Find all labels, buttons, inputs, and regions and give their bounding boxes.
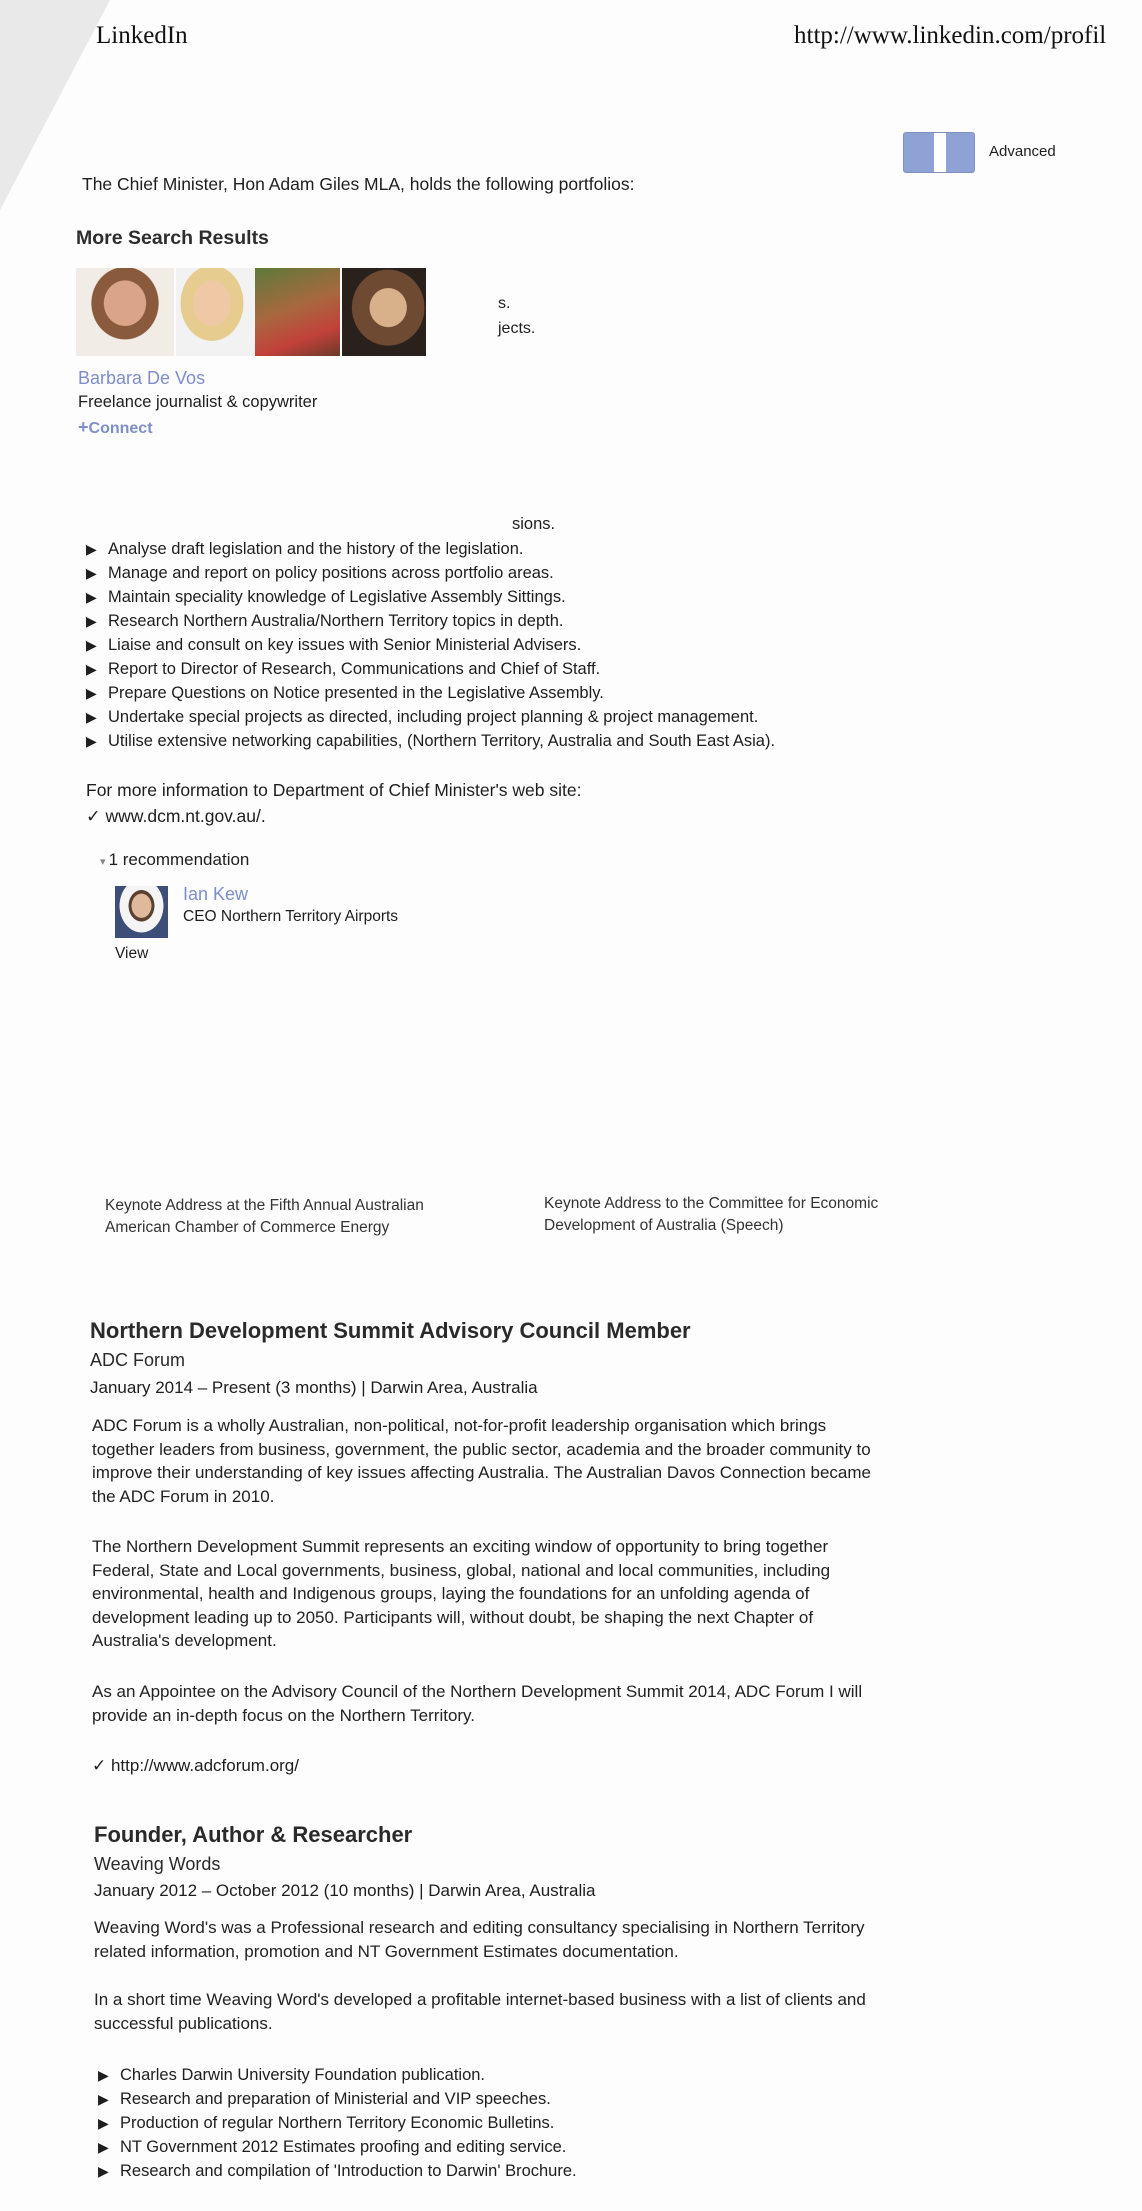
list-item: ▶ Analyse draft legislation and the history of the legislation. [86, 537, 775, 561]
page-url: http://www.linkedin.com/profil [794, 22, 1107, 49]
position-title: Founder, Author & Researcher [94, 1822, 413, 1847]
position-description-2: The Northern Development Summit represents an exciting window of opportunity to bring together Federal, State and Local governments, business, global, national and local communities, including environmental, health and Indigenous groups, laying the foundations for an unfolding agenda of development leading up to 2050. Participants will, without doubt, be shaping the next Chapter of Australia's development. [92, 1537, 831, 1650]
more-search-title: More Search Results [76, 227, 269, 249]
advanced-link[interactable]: Advanced [989, 143, 1056, 160]
adcforum-link[interactable]: ✓ http://www.adcforum.org/ [92, 1756, 299, 1775]
triangle-bullet-icon: ▶ [86, 613, 97, 629]
list-item: ▶ Liaise and consult on key issues with Senior Ministerial Advisers. [86, 633, 775, 657]
avatar-barbara[interactable] [76, 268, 174, 356]
list-item: ▶ Maintain speciality knowledge of Legislative Assembly Sittings. [86, 585, 775, 609]
triangle-bullet-icon: ▶ [86, 637, 97, 653]
list-item: ▶ Research and preparation of Ministerial and VIP speeches. [98, 2087, 577, 2111]
media-caption-1[interactable]: Keynote Address at the Fifth Annual Australian American Chamber of Commerce Energy [105, 1197, 424, 1236]
connect-button[interactable] [78, 417, 153, 438]
more-info-link[interactable]: ✓ www.dcm.nt.gov.au/. [86, 806, 266, 826]
triangle-bullet-icon: ▶ [86, 565, 97, 581]
recommendation-toggle[interactable]: ▾ 1 recommendation [100, 850, 250, 869]
position-description-2: In a short time Weaving Word's developed a profitable internet-based business with a list of clients and successful publications. [94, 1990, 866, 2033]
recommender-name-link[interactable]: Ian Kew [183, 884, 249, 904]
triangle-bullet-icon: ▶ [86, 685, 97, 701]
avatar-result-4[interactable] [342, 268, 426, 356]
triangle-bullet-icon: ▶ [98, 2067, 109, 2083]
position-description-1: Weaving Word's was a Professional research and editing consultancy specialising in Northern Territory related information, promotion and NT Government Estimates documentation. [94, 1918, 865, 1961]
triangle-bullet-icon: ▶ [86, 661, 97, 677]
plus-icon: + [78, 417, 89, 437]
position-company[interactable]: Weaving Words [94, 1854, 221, 1874]
list-item: ▶ NT Government 2012 Estimates proofing and editing service. [98, 2135, 577, 2159]
recommender-avatar[interactable] [115, 886, 168, 938]
list-item: ▶ Report to Director of Research, Communications and Chief of Staff. [86, 657, 775, 681]
position-dates: January 2012 – October 2012 (10 months) | Darwin Area, Australia [94, 1881, 596, 1900]
avatar-result-3[interactable] [255, 268, 340, 356]
triangle-bullet-icon: ▶ [98, 2139, 109, 2155]
triangle-bullet-icon: ▶ [86, 733, 97, 749]
duties-partial: sions. [512, 515, 556, 533]
connect-label: Connect [88, 420, 153, 437]
checkmark-icon: ✓ [92, 1756, 111, 1775]
result-name-link[interactable]: Barbara De Vos [78, 368, 206, 388]
list-item: ▶ Prepare Questions on Notice presented in the Legislative Assembly. [86, 681, 775, 705]
avatar-result-2[interactable] [176, 268, 256, 356]
list-item: ▶ Utilise extensive networking capabilities, (Northern Territory, Australia and South East Asia). [86, 729, 775, 753]
recommender-title: CEO Northern Territory Airports [183, 908, 399, 925]
site-header: LinkedIn [96, 22, 188, 49]
partial-text-2: jects. [498, 320, 536, 337]
triangle-bullet-icon: ▶ [86, 709, 97, 725]
list-item: ▶ Undertake special projects as directed, including project planning & project management. [86, 705, 775, 729]
chevron-down-icon: ▾ [100, 856, 109, 868]
portfolio-intro: The Chief Minister, Hon Adam Giles MLA, holds the following portfolios: [82, 174, 635, 194]
triangle-bullet-icon: ▶ [98, 2115, 109, 2131]
list-item: ▶ Production of regular Northern Territory Economic Bulletins. [98, 2111, 577, 2135]
list-item: ▶ Research Northern Australia/Northern Territory topics in depth. [86, 609, 775, 633]
duties-list [86, 537, 775, 753]
list-item: ▶ Charles Darwin University Foundation publication. [98, 2063, 577, 2087]
triangle-bullet-icon: ▶ [98, 2091, 109, 2107]
media-caption-2[interactable]: Keynote Address to the Committee for Economic Development of Australia (Speech) [544, 1195, 879, 1234]
checkmark-icon: ✓ [86, 806, 106, 826]
partial-text-1: s. [498, 295, 511, 312]
triangle-bullet-icon: ▶ [86, 589, 97, 605]
position-company[interactable]: ADC Forum [90, 1350, 186, 1370]
triangle-bullet-icon: ▶ [98, 2163, 109, 2179]
position-title: Northern Development Summit Advisory Council Member [90, 1318, 691, 1343]
advanced-search-button[interactable] [903, 132, 975, 173]
view-recommendation-link[interactable]: View [115, 945, 149, 962]
position-dates: January 2014 – Present (3 months) | Darwin Area, Australia [90, 1378, 538, 1397]
result-headline: Freelance journalist & copywriter [78, 393, 318, 411]
position-description-1: ADC Forum is a wholly Australian, non-political, not-for-profit leadership organisation which brings together leaders from business, government, the public sector, academia and the broader community to improve their understanding of key issues affecting Australia. The Australian Davos Connection became the ADC Forum in 2010. [92, 1416, 871, 1506]
publications-list [98, 2063, 577, 2183]
list-item: ▶ Research and compilation of 'Introduction to Darwin' Brochure. [98, 2159, 577, 2183]
more-info-text: For more information to Department of Chief Minister's web site: [86, 780, 582, 800]
position-description-3: As an Appointee on the Advisory Council of the Northern Development Summit 2014, ADC Forum I will provide an in-depth focus on the Northern Territory. [92, 1682, 863, 1725]
triangle-bullet-icon: ▶ [86, 541, 97, 557]
list-item: ▶ Manage and report on policy positions across portfolio areas. [86, 561, 775, 585]
